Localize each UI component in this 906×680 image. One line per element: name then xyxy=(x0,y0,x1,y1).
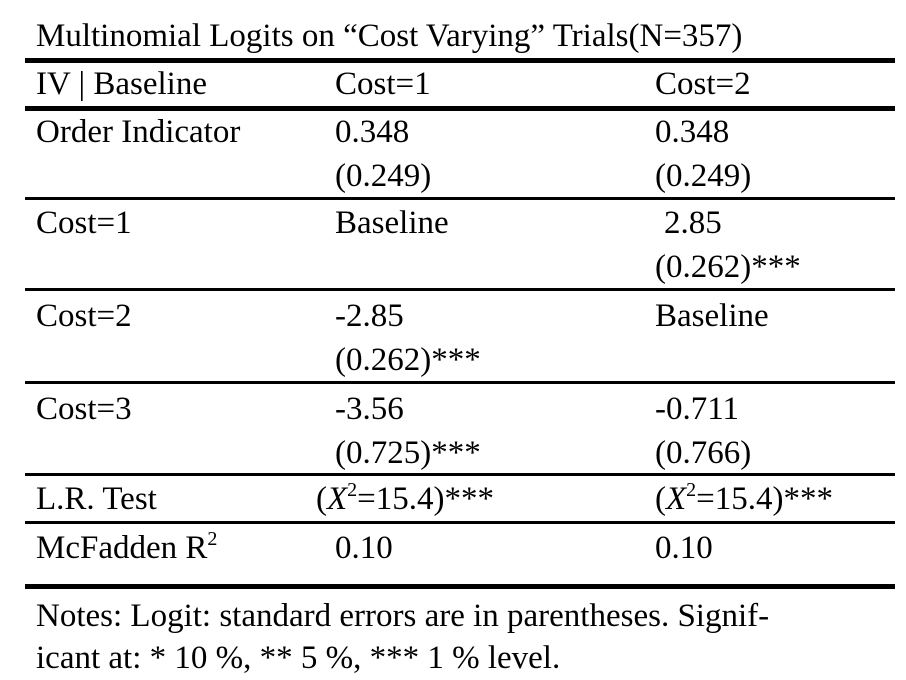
header-iv-baseline: IV | Baseline xyxy=(36,66,207,102)
header-cost2: Cost=2 xyxy=(655,66,751,102)
header-rule xyxy=(25,106,895,111)
notes-line-1: Notes: Logit: standard errors are in parentheses. Signif- xyxy=(36,598,770,634)
order-cost1-se: (0.249) xyxy=(335,158,432,194)
cost1-cost1-coef: Baseline xyxy=(335,205,449,241)
cost3-cost2-coef: -0.711 xyxy=(655,391,740,427)
header-cost1: Cost=1 xyxy=(335,66,431,102)
order-cost1-coef: 0.348 xyxy=(335,114,410,150)
cost1-cost2-se: (0.262)*** xyxy=(655,249,801,285)
order-cost2-coef: 0.348 xyxy=(655,114,730,150)
table-title: Multinomial Logits on “Cost Varying” Trials(N=357) xyxy=(36,18,743,54)
row-rule xyxy=(25,197,895,200)
cost3-cost1-coef: -3.56 xyxy=(335,391,404,427)
notes-line-2: icant at: * 10 %, ** 5 %, *** 1 % level. xyxy=(36,640,561,676)
lr-test-cost1: $(X^2=15.4)***$ xyxy=(316,479,495,517)
cost2-cost1-se: (0.262)*** xyxy=(335,342,481,378)
row-rule xyxy=(25,473,895,476)
mcfadden-cost2: 0.10 xyxy=(655,530,713,566)
cost3-cost1-se: (0.725)*** xyxy=(335,435,481,471)
cost3-cost2-se: (0.766) xyxy=(655,435,752,471)
row-label-cost2: Cost=2 xyxy=(36,298,132,334)
row-label-order-indicator: Order Indicator xyxy=(36,114,241,150)
row-rule xyxy=(25,521,895,524)
top-rule xyxy=(25,58,895,63)
order-cost2-se: (0.249) xyxy=(655,158,752,194)
cost2-cost2-coef: Baseline xyxy=(655,298,769,334)
mcfadden-cost1: 0.10 xyxy=(335,530,393,566)
row-label-lr-test: L.R. Test xyxy=(36,481,157,517)
row-label-cost3: Cost=3 xyxy=(36,391,132,427)
lr-test-cost2: $(X^2=15.4)***$ xyxy=(655,479,834,517)
cost1-cost2-coef: 2.85 xyxy=(664,205,722,241)
row-rule xyxy=(25,288,895,291)
row-label-mcfadden: McFadden $R^2$ xyxy=(36,528,218,566)
cost2-cost1-coef: -2.85 xyxy=(335,298,404,334)
row-rule xyxy=(25,381,895,384)
bottom-rule xyxy=(25,584,895,589)
row-label-cost1: Cost=1 xyxy=(36,205,132,241)
